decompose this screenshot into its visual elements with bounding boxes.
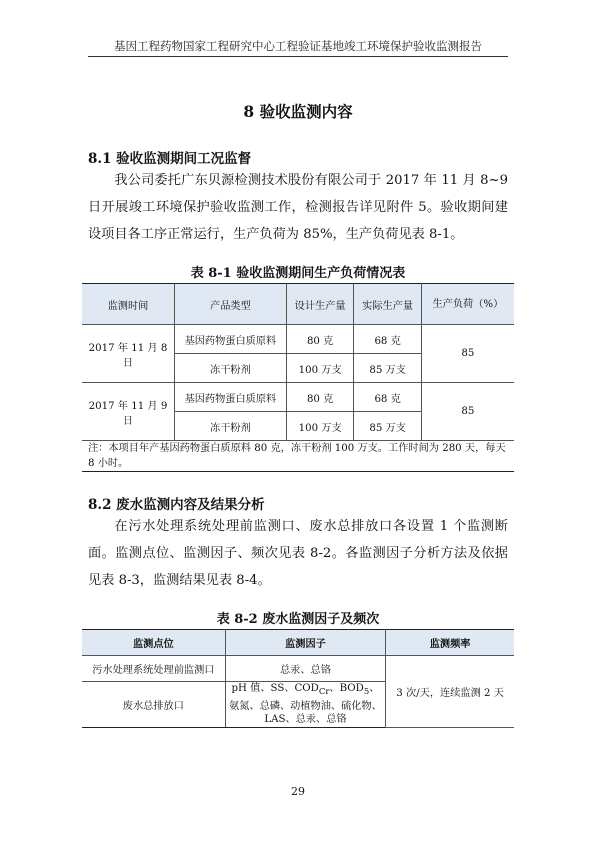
table-note: 注：本项目年产基因药物蛋白质原料 80 克，冻干粉剂 100 万支。工作时间为 280 天，每天 8 小时。 (82, 441, 514, 472)
production-load-table (82, 283, 514, 472)
load-cell: 85 (421, 325, 514, 383)
chapter-title: 8 验收监测内容 (243, 102, 353, 121)
table-caption-8-1: 表 8-1 验收监测期间生产负荷情况表 (190, 266, 406, 281)
column-header: 监测点位 (82, 630, 225, 656)
factor-text: 、BOD (329, 683, 364, 694)
table-row (82, 325, 514, 354)
header-rule (88, 56, 508, 57)
monitoring-factor-cell (225, 682, 385, 728)
design-output-cell: 100 万支 (286, 412, 354, 441)
section-title-8-2: 8.2 废水监测内容及结果分析 (88, 497, 265, 513)
running-header: 基因工程药物国家工程研究中心工程验证基地竣工环境保护验收监测报告 (114, 39, 482, 53)
monitoring-point-cell: 污水处理系统处理前监测口 (82, 656, 225, 682)
design-output-cell: 80 克 (286, 325, 354, 354)
table-caption-8-2: 表 8-2 废水监测因子及频次 (216, 612, 380, 627)
date-cell: 2017 年 11 月 8 日 (82, 325, 174, 383)
column-header: 实际生产量 (354, 284, 421, 325)
subscript-text: Cr (318, 687, 330, 698)
load-cell: 85 (421, 383, 514, 441)
actual-output-cell: 85 万支 (354, 354, 421, 383)
page-number: 29 (291, 785, 305, 798)
monitoring-point-cell: 废水总排放口 (82, 682, 225, 728)
column-header: 产品类型 (174, 284, 286, 325)
design-output-cell: 100 万支 (286, 354, 354, 383)
actual-output-cell: 85 万支 (354, 412, 421, 441)
factor-text: 、氨氮、总磷、动植物油、硫化物、LAS、总汞、总铬 (229, 683, 382, 726)
column-header: 生产负荷（%） (421, 284, 514, 325)
product-cell: 冻干粉剂 (174, 412, 286, 441)
column-header: 设计生产量 (286, 284, 354, 325)
paragraph-8-2: 在污水处理系统处理前监测口、废水总排放口各设置 1 个监测断面。监测点位、监测因子、频次见表 8-2。各监测因子分析方法及依据见表 8-3，监测结果见表 8-4。 (88, 519, 508, 588)
column-header: 监测频率 (386, 630, 514, 656)
wastewater-monitoring-table (82, 629, 514, 728)
table-row (82, 656, 514, 682)
design-output-cell: 80 克 (286, 383, 354, 412)
table-note-row (82, 441, 514, 472)
product-cell: 冻干粉剂 (174, 354, 286, 383)
subscript-text: 5 (363, 687, 370, 698)
column-header: 监测因子 (225, 630, 385, 656)
section-title-8-1: 8.1 验收监测期间工况监督 (88, 151, 252, 167)
column-header: 监测时间 (82, 284, 174, 325)
factor-text: pH 值、SS、COD (231, 683, 319, 694)
product-cell: 基因药物蛋白质原料 (174, 325, 286, 354)
monitoring-frequency-cell: 3 次/天，连续监测 2 天 (386, 656, 514, 728)
table-row (82, 383, 514, 412)
product-cell: 基因药物蛋白质原料 (174, 383, 286, 412)
monitoring-factor-cell: 总汞、总铬 (225, 656, 385, 682)
paragraph-8-1: 我公司委托广东贝源检测技术股份有限公司于 2017 年 11 月 8~9 日开展竣工环境保护验收监测工作，检测报告详见附件 5。验收期间建设项目各工序正常运行，生产负荷为 85%，生产负荷见表 8-1。 (88, 173, 508, 242)
actual-output-cell: 68 克 (354, 325, 421, 354)
table-header-row (82, 284, 514, 325)
date-cell: 2017 年 11 月 9 日 (82, 383, 174, 441)
actual-output-cell: 68 克 (354, 383, 421, 412)
table-header-row (82, 630, 514, 656)
